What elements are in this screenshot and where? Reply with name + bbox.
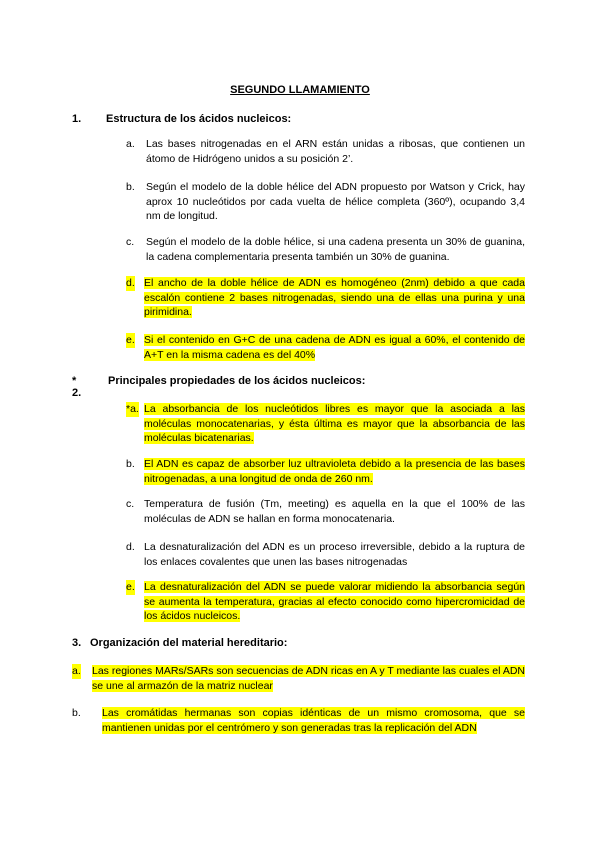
item-letter: d. <box>126 541 135 553</box>
item-text: Las regiones MARs/SARs son secuencias de ADN ricas en A y T mediante las cuales el ADN se une al armazón de la matriz nuclear <box>92 665 525 692</box>
item-letter: *a. <box>126 403 139 415</box>
section-title: Organización del material hereditario: <box>90 637 288 649</box>
item-text: Las cromátidas hermanas son copias idénticas de un mismo cromosoma, que se mantienen unidas por el centrómero y son generadas tras la replicación del ADN <box>102 707 525 734</box>
item-text: Temperatura de fusión (Tm, meeting) es aquella en la que el 100% de las moléculas de ADN se hallan en forma monocatenaria. <box>144 498 525 525</box>
section-title: Principales propiedades de los ácidos nucleicos: <box>108 375 366 387</box>
item-letter: a. <box>126 138 135 150</box>
item-text: Según el modelo de la doble hélice del ADN propuesto por Watson y Crick, hay aprox 10 nucleótidos por cada vuelta de hélice completa (360º), ocupando 3,4 nm de longitud. <box>146 181 525 222</box>
item-text: Según el modelo de la doble hélice, si una cadena presenta un 30% de guanina, la cadena complementaria presenta también un 30% de guanina. <box>146 236 525 263</box>
section-number: * 2. <box>72 375 82 399</box>
item-text: La desnaturalización del ADN se puede valorar midiendo la absorbancia según se aumenta la temperatura, gracias al efecto conocido como hipercromicidad de los ácidos nucleicos. <box>144 581 525 622</box>
item-letter: b. <box>126 458 135 470</box>
item-text: El ADN es capaz de absorber luz ultravioleta debido a la presencia de las bases nitrogenadas, a una longitud de onda de 260 nm. <box>144 458 525 485</box>
item-letter: e. <box>126 581 135 593</box>
item-text: La desnaturalización del ADN es un proceso irreversible, debido a la ruptura de los enlaces covalentes que unen las bases nitrogenadas <box>144 541 525 568</box>
item-text: Si el contenido en G+C de una cadena de ADN es igual a 60%, el contenido de A+T en la misma cadena es del 40% <box>144 334 525 361</box>
item-letter: b. <box>72 707 81 719</box>
item-letter: c. <box>126 236 135 248</box>
item-letter: e. <box>126 334 135 346</box>
section-title: Estructura de los ácidos nucleicos: <box>106 113 292 125</box>
item-letter: c. <box>126 498 135 510</box>
item-letter: b. <box>126 181 135 193</box>
item-text: Las bases nitrogenadas en el ARN están unidas a ribosas, que contienen un átomo de Hidrógeno unidos a su posición 2’. <box>146 138 525 165</box>
item-letter: a. <box>72 665 81 677</box>
section-number: 1. <box>72 113 82 125</box>
item-text: La absorbancia de los nucleótidos libres es mayor que la asociada a las moléculas monocatenarias, y ésta última es mayor que la absorbancia de las moléculas bicatenarias. <box>144 403 525 444</box>
section-number: 3. <box>72 637 82 649</box>
item-text: El ancho de la doble hélice de ADN es homogéneo (2nm) debido a que cada escalón contiene 2 bases nitrogenadas, siendo una de ellas una purina y una pirimidina. <box>144 277 525 318</box>
document-title: SEGUNDO LLAMAMIENTO <box>230 84 370 96</box>
item-letter: d. <box>126 277 135 289</box>
